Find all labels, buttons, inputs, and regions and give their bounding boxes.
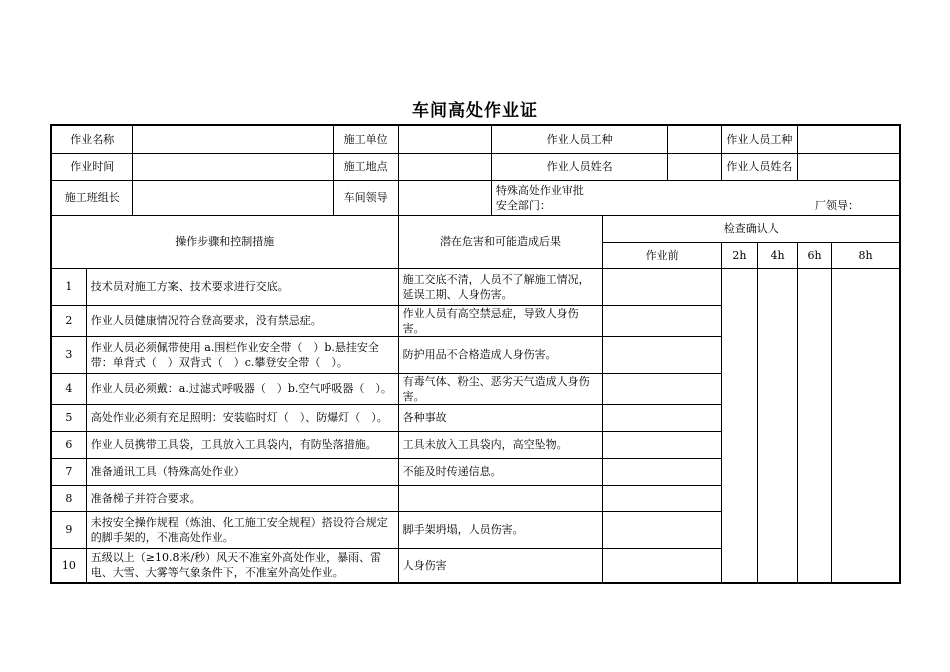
check-4h-cell[interactable] bbox=[758, 268, 798, 583]
worker-name-label-1: 作业人员姓名 bbox=[491, 153, 667, 180]
contractor-value[interactable] bbox=[398, 125, 491, 153]
hazard-text: 施工交底不清，人员不了解施工情况，延误工期、人身伤害。 bbox=[398, 268, 603, 305]
job-time-value[interactable] bbox=[133, 153, 333, 180]
step-text: 未按安全操作规程（炼油、化工施工安全规程）搭设符合规定的脚手架的，不准高处作业。 bbox=[86, 511, 398, 548]
worker-type-label-1: 作业人员工种 bbox=[491, 125, 667, 153]
step-text: 作业人员携带工具袋，工具放入工具袋内，有防坠落措施。 bbox=[86, 431, 398, 458]
special-approval-label: 特殊高处作业审批 bbox=[495, 183, 584, 197]
check-6h-header: 6h bbox=[797, 242, 831, 268]
step-text: 高处作业必须有充足照明：安装临时灯（ ）、防爆灯（ ）。 bbox=[86, 404, 398, 431]
factory-leader-label: 厂领导： bbox=[815, 198, 859, 212]
step-text: 五级以上（≥10.8米/秒）风天不准室外高处作业，暴雨、雷电、大雪、大雾等气象条件下，不准室外高处作业。 bbox=[86, 548, 398, 583]
site-value[interactable] bbox=[398, 153, 491, 180]
row-number: 9 bbox=[51, 511, 86, 548]
row-number: 6 bbox=[51, 431, 86, 458]
check-6h-cell[interactable] bbox=[797, 268, 831, 583]
check-2h-header: 2h bbox=[721, 242, 757, 268]
approval-signers bbox=[496, 198, 895, 213]
check-before-cell[interactable] bbox=[603, 336, 721, 373]
hazards-column-header: 潜在危害和可能造成后果 bbox=[398, 215, 603, 268]
row-number: 3 bbox=[51, 336, 86, 373]
check-before-cell[interactable] bbox=[603, 458, 721, 485]
hazard-text: 不能及时传递信息。 bbox=[398, 458, 603, 485]
row-number: 5 bbox=[51, 404, 86, 431]
hazard-text bbox=[398, 485, 603, 511]
row-number: 2 bbox=[51, 305, 86, 336]
special-approval-cell[interactable] bbox=[491, 180, 900, 215]
hazard-text: 脚手架坍塌，人员伤害。 bbox=[398, 511, 603, 548]
hazard-text: 各种事故 bbox=[398, 404, 603, 431]
workshop-leader-value[interactable] bbox=[398, 180, 491, 215]
job-time-label: 作业时间 bbox=[51, 153, 133, 180]
check-before-cell[interactable] bbox=[603, 268, 721, 305]
step-text: 作业人员必须戴：a.过滤式呼吸器（ ）b.空气呼吸器（ ）。 bbox=[86, 373, 398, 404]
worker-name-value-2[interactable] bbox=[797, 153, 900, 180]
table-row bbox=[51, 268, 900, 305]
check-before-cell[interactable] bbox=[603, 485, 721, 511]
worker-type-label-2: 作业人员工种 bbox=[721, 125, 797, 153]
check-before-cell[interactable] bbox=[603, 305, 721, 336]
job-name-value[interactable] bbox=[133, 125, 333, 153]
check-8h-header: 8h bbox=[832, 242, 900, 268]
hazard-text: 作业人员有高空禁忌症，导致人身伤害。 bbox=[398, 305, 603, 336]
worker-name-label-2: 作业人员姓名 bbox=[721, 153, 797, 180]
step-text: 技术员对施工方案、技术要求进行交底。 bbox=[86, 268, 398, 305]
row-number: 7 bbox=[51, 458, 86, 485]
check-8h-cell[interactable] bbox=[832, 268, 900, 583]
row-number: 1 bbox=[51, 268, 86, 305]
hazard-text: 有毒气体、粉尘、恶劣天气造成人身伤害。 bbox=[398, 373, 603, 404]
work-permit-table bbox=[50, 124, 901, 584]
check-before-cell[interactable] bbox=[603, 404, 721, 431]
step-text: 作业人员健康情况符合登高要求，没有禁忌症。 bbox=[86, 305, 398, 336]
steps-column-header: 操作步骤和控制措施 bbox=[51, 215, 398, 268]
safety-dept-label: 安全部门： bbox=[495, 198, 551, 212]
contractor-label: 施工单位 bbox=[333, 125, 398, 153]
hazard-text: 人身伤害 bbox=[398, 548, 603, 583]
check-2h-cell[interactable] bbox=[721, 268, 757, 583]
document-title: 车间高处作业证 bbox=[412, 101, 538, 121]
hazard-text: 防护用品不合格造成人身伤害。 bbox=[398, 336, 603, 373]
hazard-text: 工具未放入工具袋内，高空坠物。 bbox=[398, 431, 603, 458]
check-column-header: 检查确认人 bbox=[603, 215, 900, 242]
team-leader-label: 施工班组长 bbox=[51, 180, 133, 215]
row-number: 4 bbox=[51, 373, 86, 404]
row-number: 10 bbox=[51, 548, 86, 583]
check-before-cell[interactable] bbox=[603, 511, 721, 548]
check-before-cell[interactable] bbox=[603, 431, 721, 458]
step-text: 准备梯子并符合要求。 bbox=[86, 485, 398, 511]
check-before-header: 作业前 bbox=[603, 242, 721, 268]
team-leader-value[interactable] bbox=[133, 180, 333, 215]
workshop-leader-label: 车间领导 bbox=[333, 180, 398, 215]
worker-type-value-1[interactable] bbox=[668, 125, 721, 153]
row-number: 8 bbox=[51, 485, 86, 511]
check-4h-header: 4h bbox=[758, 242, 798, 268]
job-name-label: 作业名称 bbox=[51, 125, 133, 153]
check-before-cell[interactable] bbox=[603, 548, 721, 583]
step-text: 作业人员必须佩带使用 a.围栏作业安全带（ ）b.悬挂安全带：单背式（ ）双背式（ ）c.攀登安全带（ ）。 bbox=[86, 336, 398, 373]
worker-name-value-1[interactable] bbox=[668, 153, 721, 180]
worker-type-value-2[interactable] bbox=[797, 125, 900, 153]
check-before-cell[interactable] bbox=[603, 373, 721, 404]
step-text: 准备通讯工具（特殊高处作业） bbox=[86, 458, 398, 485]
site-label: 施工地点 bbox=[333, 153, 398, 180]
